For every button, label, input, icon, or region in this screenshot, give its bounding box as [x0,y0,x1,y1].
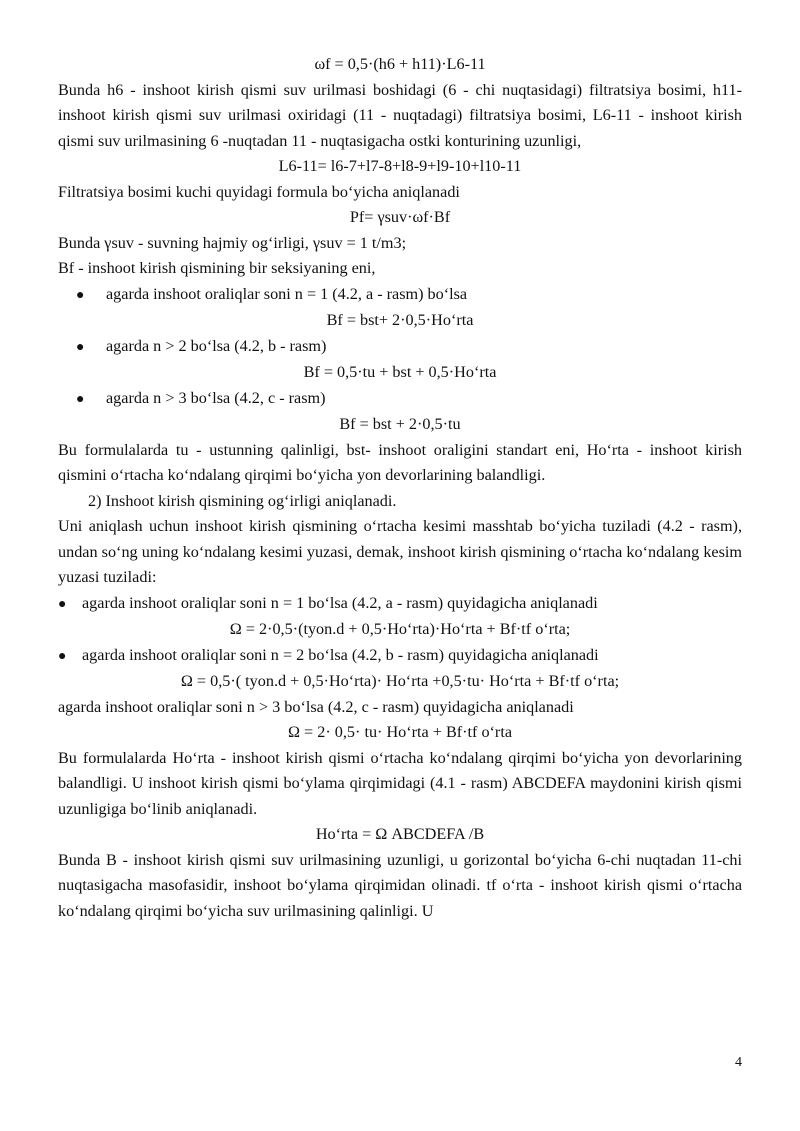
bullet-icon: ● [58,648,67,664]
formula-h-orta: Hoʻrta = Ω ABCDEFA /B [315,825,485,843]
paragraph-b-definition: Bunda B - inshoot kirish qismi suv urilmasining uzunligi, u gorizontal boʻyicha 6-chi nuqtadan 11-chi nuqtasigacha masofasidir, inshoot boʻylama qirqimidan olinadi. tf oʻrta - inshoot kirish qismi oʻrtacha koʻndalang qirqimi boʻyicha suv urilmasining qalinligi. U [58,850,742,920]
paragraph-filtration-force: Filtratsiya bosimi kuchi quyidagi formula boʻyicha aniqlanadi [58,182,460,201]
list-item [58,334,742,361]
paragraph-gamma: Bunda γsuv - suvning hajmiy ogʻirligi, γsuv = 1 t/m3; [58,233,407,252]
list-item-text: agarda inshoot oraliqlar soni n = 1 boʻlsa (4.2, a - rasm) quyidagicha aniqlanadi [82,593,598,612]
formula-bf-n2: Bf = 0,5·tu + bst + 0,5·Hoʻrta [303,363,497,381]
paragraph-n-greater-3: agarda inshoot oraliqlar soni n > 3 boʻlsa (4.2, c - rasm) quyidagicha aniqlanadi [58,697,574,716]
list-item [58,282,742,309]
bullet-icon: ● [76,287,85,303]
formula-omega-f: ωf = 0,5·(h6 + h11)·L6-11 [314,55,486,73]
paragraph-bf-definition: Bf - inshoot kirish qismining bir seksiyaning eni, [58,259,376,277]
formula-bf-n1: Bf = bst+ 2·0,5·Hoʻrta [326,311,474,329]
bullet-icon: ● [58,596,67,612]
formula-pf: Pf= γsuv·ωf·Bf [349,208,451,226]
page-number: 4 [735,1055,742,1070]
paragraph-h-orta: Bu formulalarda Hoʻrta - inshoot kirish qismi oʻrtacha koʻndalang qirqimi boʻyicha yon devorlarining balandligi. U inshoot kirish qismi boʻylama qirqimidagi (4.1 - rasm) ABCDEFA maydonini kirish qismi uzunligiga boʻlinib aniqlanadi. [58,748,742,818]
bullet-icon: ● [76,339,85,355]
formula-omega-n1: Ω = 2·0,5·(tyon.d + 0,5·Hoʻrta)·Hoʻrta + Bf·tf oʻrta; [229,620,571,638]
list-item [58,386,742,413]
list-item-text: agarda inshoot oraliqlar soni n = 2 boʻlsa (4.2, b - rasm) quyidagicha aniqlanadi [82,645,599,664]
bullet-icon: ● [76,391,85,407]
list-item [58,643,742,670]
formula-omega-n2: Ω = 0,5·( tyon.d + 0,5·Hoʻrta)· Hoʻrta +0,5·tu· Hoʻrta + Bf·tf oʻrta; [180,672,620,690]
formula-omega-n3: Ω = 2· 0,5· tu· Hoʻrta + Bf·tf oʻrta [287,723,513,741]
formula-bf-n3: Bf = bst + 2·0,5·tu [339,415,461,433]
list-item-text: agarda inshoot oraliqlar soni n = 1 (4.2, a - rasm) boʻlsa [106,284,468,303]
formula-length-sum: L6-11= l6-7+l7-8+l8-9+l9-10+l10-11 [278,157,522,175]
list-item-text: agarda n > 2 boʻlsa (4.2, b - rasm) [106,336,327,355]
paragraph-formula-notation: Bu formulalarda tu - ustunning qalinligi, bst- inshoot oraligini standart eni, Hoʻrta - inshoot kirish qismini oʻrtacha koʻndalang qirqimi boʻyicha yon devorlarining balandligi. [58,440,742,484]
list-item [58,591,742,618]
paragraph-weight-method: Uni aniqlash uchun inshoot kirish qismining oʻrtacha kesimi masshtab boʻyicha tuziladi (4.2 - rasm), undan soʻng uning koʻndalang kesimi yuzasi, demak, inshoot kirish qismining oʻrtacha koʻndalang kesim yuzasi tuziladi: [58,517,742,586]
numbered-step-2: 2) Inshoot kirish qismining ogʻirligi aniqlanadi. [88,491,397,510]
list-item-text: agarda n > 3 boʻlsa (4.2, c - rasm) [106,388,326,407]
paragraph-definitions-h6-h11: Bunda h6 - inshoot kirish qismi suv urilmasi boshidagi (6 - chi nuqtasidagi) filtratsiya bosimi, h11- inshoot kirish qismi suv urilmasi oxiridagi (11 - nuqtadagi) filtratsiya bosimi, L6-11 - inshoot kirish qismi suv urilmasining 6 -nuqtadan 11 - nuqtasigacha ostki konturining uzunligi, [58,80,742,150]
